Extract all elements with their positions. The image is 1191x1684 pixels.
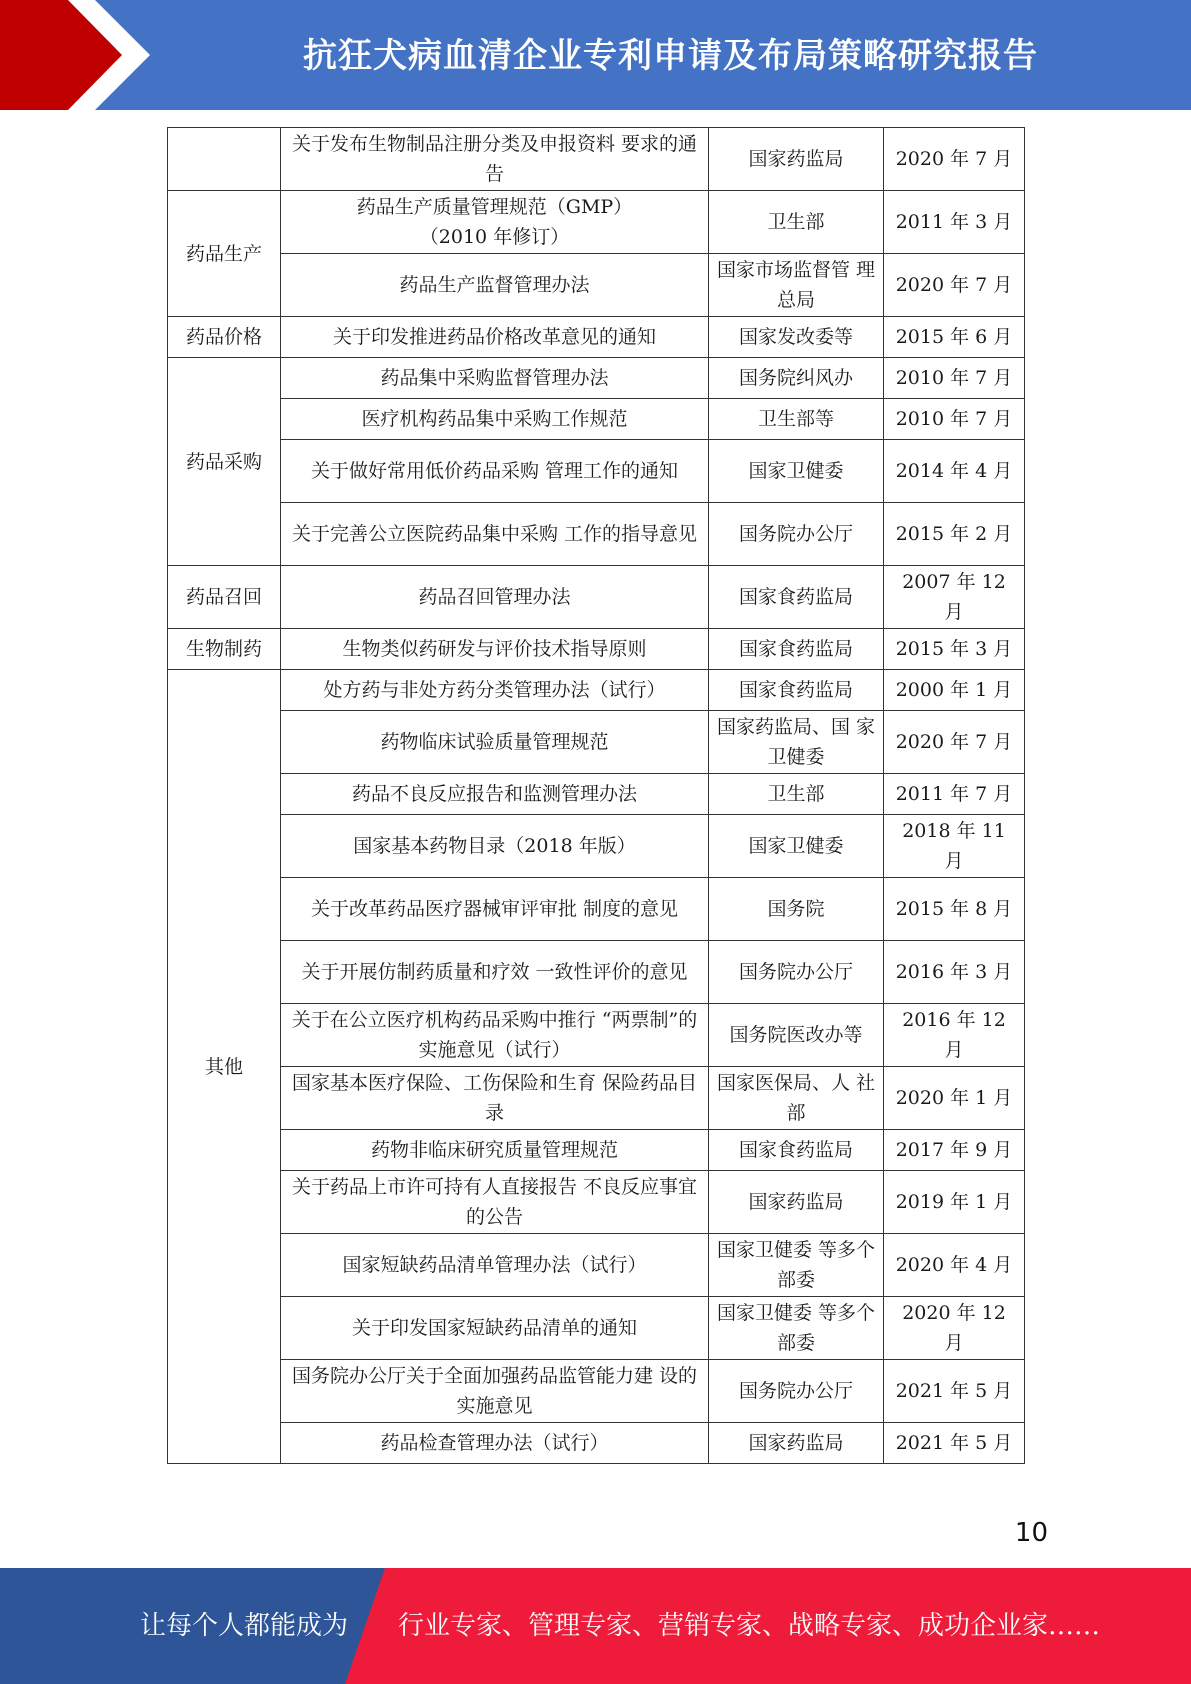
date-cell: 2020 年 7 月 bbox=[884, 254, 1025, 317]
table-row bbox=[168, 440, 1025, 503]
issuer-cell: 国家食药监局 bbox=[709, 670, 884, 711]
table-row bbox=[168, 317, 1025, 358]
issuer-cell: 卫生部 bbox=[709, 774, 884, 815]
date-cell: 2020 年 12 月 bbox=[884, 1297, 1025, 1360]
issuer-cell: 国家卫健委 等多个部委 bbox=[709, 1297, 884, 1360]
issuer-cell: 国务院办公厅 bbox=[709, 1360, 884, 1423]
issuer-cell: 国务院办公厅 bbox=[709, 941, 884, 1004]
category-cell: 生物制药 bbox=[168, 629, 281, 670]
table-row bbox=[168, 815, 1025, 878]
table-row bbox=[168, 629, 1025, 670]
footer-slogan-right: 行业专家、管理专家、营销专家、战略专家、成功企业家…… bbox=[398, 1611, 1101, 1641]
date-cell: 2018 年 11 月 bbox=[884, 815, 1025, 878]
report-title: 抗狂犬病血清企业专利申请及布局策略研究报告 bbox=[303, 35, 1038, 76]
table-row bbox=[168, 941, 1025, 1004]
issuer-cell: 国家卫健委 bbox=[709, 440, 884, 503]
policy-table bbox=[167, 127, 1025, 1464]
policy-name-cell: 关于改革药品医疗器械审评审批 制度的意见 bbox=[281, 878, 709, 941]
issuer-cell: 国家食药监局 bbox=[709, 1130, 884, 1171]
policy-name-cell: 国家短缺药品清单管理办法（试行） bbox=[281, 1234, 709, 1297]
category-cell: 药品召回 bbox=[168, 566, 281, 629]
table-row bbox=[168, 1004, 1025, 1067]
category-cell: 药品价格 bbox=[168, 317, 281, 358]
date-cell: 2015 年 6 月 bbox=[884, 317, 1025, 358]
policy-name-cell: 国家基本药物目录（2018 年版） bbox=[281, 815, 709, 878]
policy-name-cell: 关于药品上市许可持有人直接报告 不良反应事宜的公告 bbox=[281, 1171, 709, 1234]
issuer-cell: 国家药监局 bbox=[709, 1423, 884, 1464]
date-cell: 2016 年 3 月 bbox=[884, 941, 1025, 1004]
date-cell: 2019 年 1 月 bbox=[884, 1171, 1025, 1234]
date-cell: 2000 年 1 月 bbox=[884, 670, 1025, 711]
table-row bbox=[168, 1234, 1025, 1297]
table-row bbox=[168, 399, 1025, 440]
policy-name-cell: 处方药与非处方药分类管理办法（试行） bbox=[281, 670, 709, 711]
policy-name-cell: 关于印发国家短缺药品清单的通知 bbox=[281, 1297, 709, 1360]
issuer-cell: 国家卫健委 bbox=[709, 815, 884, 878]
issuer-cell: 国务院医改办等 bbox=[709, 1004, 884, 1067]
table-row bbox=[168, 128, 1025, 191]
page-number: 10 bbox=[1014, 1518, 1048, 1548]
issuer-cell: 国家药监局 bbox=[709, 128, 884, 191]
issuer-cell: 国家市场监督管 理总局 bbox=[709, 254, 884, 317]
policy-name-cell: 药物非临床研究质量管理规范 bbox=[281, 1130, 709, 1171]
category-cell bbox=[168, 128, 281, 191]
issuer-cell: 卫生部 bbox=[709, 191, 884, 254]
date-cell: 2020 年 7 月 bbox=[884, 128, 1025, 191]
table-row bbox=[168, 503, 1025, 566]
issuer-cell: 国家发改委等 bbox=[709, 317, 884, 358]
issuer-cell: 国家医保局、人 社部 bbox=[709, 1067, 884, 1130]
date-cell: 2016 年 12 月 bbox=[884, 1004, 1025, 1067]
date-cell: 2020 年 7 月 bbox=[884, 711, 1025, 774]
category-cell: 药品采购 bbox=[168, 358, 281, 566]
date-cell: 2020 年 4 月 bbox=[884, 1234, 1025, 1297]
table-row bbox=[168, 1423, 1025, 1464]
date-cell: 2014 年 4 月 bbox=[884, 440, 1025, 503]
policy-name-cell: 药品召回管理办法 bbox=[281, 566, 709, 629]
date-cell: 2011 年 3 月 bbox=[884, 191, 1025, 254]
footer-slogan-left: 让每个人都能成为 bbox=[140, 1611, 349, 1641]
issuer-cell: 国家药监局、国 家卫健委 bbox=[709, 711, 884, 774]
table-row bbox=[168, 1297, 1025, 1360]
date-cell: 2021 年 5 月 bbox=[884, 1423, 1025, 1464]
date-cell: 2015 年 2 月 bbox=[884, 503, 1025, 566]
date-cell: 2007 年 12 月 bbox=[884, 566, 1025, 629]
issuer-cell: 国家药监局 bbox=[709, 1171, 884, 1234]
table-row bbox=[168, 711, 1025, 774]
policy-name-cell: 医疗机构药品集中采购工作规范 bbox=[281, 399, 709, 440]
table-row bbox=[168, 1171, 1025, 1234]
policy-name-cell: 药品检查管理办法（试行） bbox=[281, 1423, 709, 1464]
issuer-cell: 国务院纠风办 bbox=[709, 358, 884, 399]
table-row bbox=[168, 774, 1025, 815]
table-row bbox=[168, 1360, 1025, 1423]
table-row bbox=[168, 254, 1025, 317]
policy-name-cell: 关于发布生物制品注册分类及申报资料 要求的通告 bbox=[281, 128, 709, 191]
issuer-cell: 国家食药监局 bbox=[709, 629, 884, 670]
policy-name-cell: 关于开展仿制药质量和疗效 一致性评价的意见 bbox=[281, 941, 709, 1004]
header-banner bbox=[0, 0, 1191, 110]
table-row bbox=[168, 566, 1025, 629]
policy-name-cell: 药品生产监督管理办法 bbox=[281, 254, 709, 317]
issuer-cell: 国务院办公厅 bbox=[709, 503, 884, 566]
table-row bbox=[168, 191, 1025, 254]
policy-name-cell: 关于完善公立医院药品集中采购 工作的指导意见 bbox=[281, 503, 709, 566]
table-row bbox=[168, 670, 1025, 711]
date-cell: 2015 年 8 月 bbox=[884, 878, 1025, 941]
policy-name-cell: 关于在公立医疗机构药品采购中推行 “两票制”的实施意见（试行） bbox=[281, 1004, 709, 1067]
date-cell: 2010 年 7 月 bbox=[884, 358, 1025, 399]
date-cell: 2011 年 7 月 bbox=[884, 774, 1025, 815]
date-cell: 2010 年 7 月 bbox=[884, 399, 1025, 440]
table-row bbox=[168, 358, 1025, 399]
issuer-cell: 国家卫健委 等多个部委 bbox=[709, 1234, 884, 1297]
date-cell: 2021 年 5 月 bbox=[884, 1360, 1025, 1423]
policy-name-cell: 药品集中采购监督管理办法 bbox=[281, 358, 709, 399]
policy-name-cell: 国家基本医疗保险、工伤保险和生育 保险药品目录 bbox=[281, 1067, 709, 1130]
issuer-cell: 卫生部等 bbox=[709, 399, 884, 440]
policy-name-cell: 关于印发推进药品价格改革意见的通知 bbox=[281, 317, 709, 358]
issuer-cell: 国家食药监局 bbox=[709, 566, 884, 629]
table-row bbox=[168, 1067, 1025, 1130]
policy-name-cell: 药物临床试验质量管理规范 bbox=[281, 711, 709, 774]
issuer-cell: 国务院 bbox=[709, 878, 884, 941]
policy-name-cell: 国务院办公厅关于全面加强药品监管能力建 设的实施意见 bbox=[281, 1360, 709, 1423]
table-row bbox=[168, 878, 1025, 941]
table-row bbox=[168, 1130, 1025, 1171]
footer-banner bbox=[0, 1568, 1191, 1684]
category-cell: 其他 bbox=[168, 670, 281, 1464]
policy-name-cell: 药品生产质量管理规范（GMP） （2010 年修订） bbox=[281, 191, 709, 254]
category-cell: 药品生产 bbox=[168, 191, 281, 317]
date-cell: 2015 年 3 月 bbox=[884, 629, 1025, 670]
policy-name-cell: 药品不良反应报告和监测管理办法 bbox=[281, 774, 709, 815]
policy-name-cell: 关于做好常用低价药品采购 管理工作的通知 bbox=[281, 440, 709, 503]
date-cell: 2020 年 1 月 bbox=[884, 1067, 1025, 1130]
policy-name-cell: 生物类似药研发与评价技术指导原则 bbox=[281, 629, 709, 670]
date-cell: 2017 年 9 月 bbox=[884, 1130, 1025, 1171]
